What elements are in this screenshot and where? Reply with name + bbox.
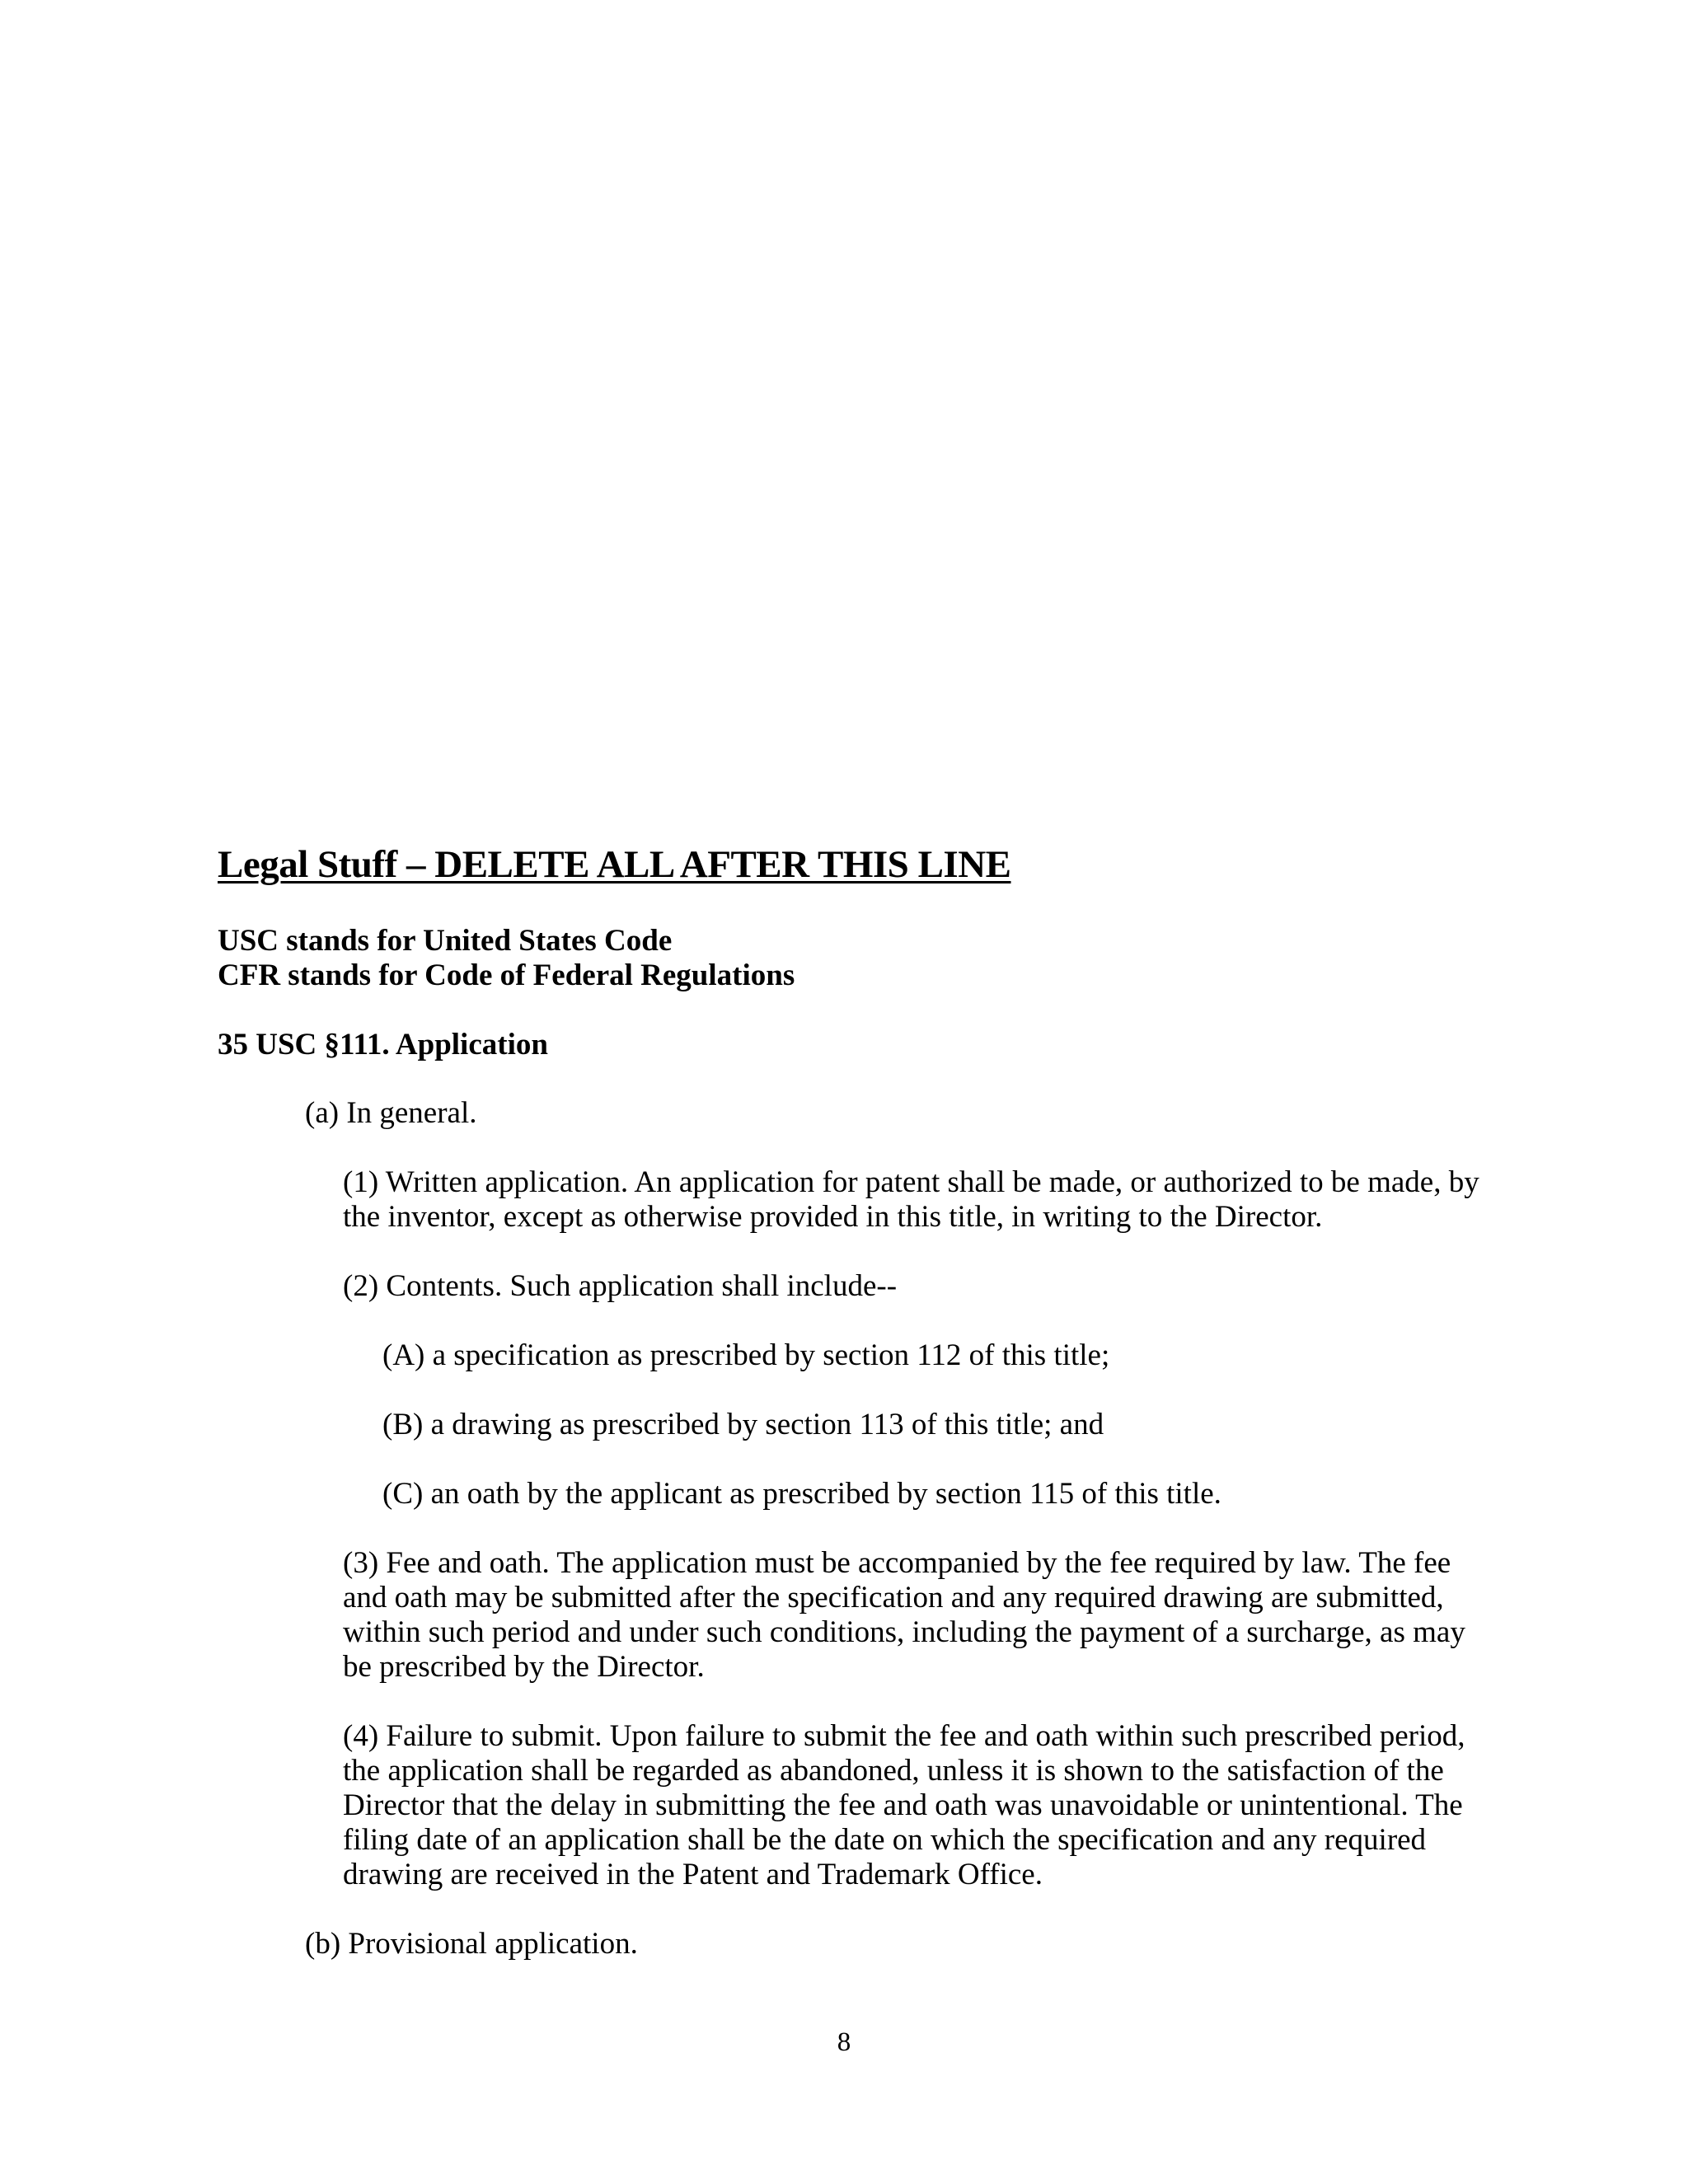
paragraph-1 [343,1165,1489,1235]
item-a: (A) a specification as prescribed by section 112 of this title; [382,1338,1110,1372]
item-c: (C) an oath by the applicant as prescribed by section 115 of this title. [382,1477,1221,1511]
definition-cfr: CFR stands for Code of Federal Regulations [218,958,795,992]
page-number: 8 [837,2027,851,2057]
paragraph-1-line: (1) Written application. An application for patent shall be made, or authorized to be made, by [343,1165,1479,1199]
page-heading: Legal Stuff – DELETE ALL AFTER THIS LINE [218,843,1011,886]
paragraph-3 [343,1546,1489,1685]
paragraph-4-line: drawing are received in the Patent and Trademark Office. [343,1858,1043,1891]
paragraph-4-line: filing date of an application shall be the date on which the specification and any required [343,1823,1427,1857]
item-b: (B) a drawing as prescribed by section 113 of this title; and [382,1408,1104,1441]
paragraph-4-line: (4) Failure to submit. Upon failure to submit the fee and oath within such prescribed period, [343,1719,1465,1753]
paragraph-4-line: the application shall be regarded as abandoned, unless it is shown to the satisfaction of the [343,1754,1444,1788]
subsection-b-heading: (b) Provisional application. [305,1927,638,1961]
subsection-a-heading: (a) In general. [305,1096,477,1130]
paragraph-3-line: be prescribed by the Director. [343,1650,705,1684]
paragraph-3-line: within such period and under such conditions, including the payment of a surcharge, as may [343,1615,1465,1649]
paragraph-4-line: Director that the delay in submitting the fee and oath was unavoidable or unintentional. The [343,1788,1463,1822]
paragraph-3-line: (3) Fee and oath. The application must be accompanied by the fee required by law. The fee [343,1546,1451,1580]
definition-usc: USC stands for United States Code [218,924,673,958]
paragraph-2: (2) Contents. Such application shall include-- [343,1269,898,1303]
paragraph-3-line: and oath may be submitted after the specification and any required drawing are submitted, [343,1581,1444,1615]
section-title: 35 USC §111. Application [218,1028,548,1062]
paragraph-4 [343,1719,1489,1892]
paragraph-1-line: the inventor, except as otherwise provided in this title, in writing to the Director. [343,1200,1323,1234]
